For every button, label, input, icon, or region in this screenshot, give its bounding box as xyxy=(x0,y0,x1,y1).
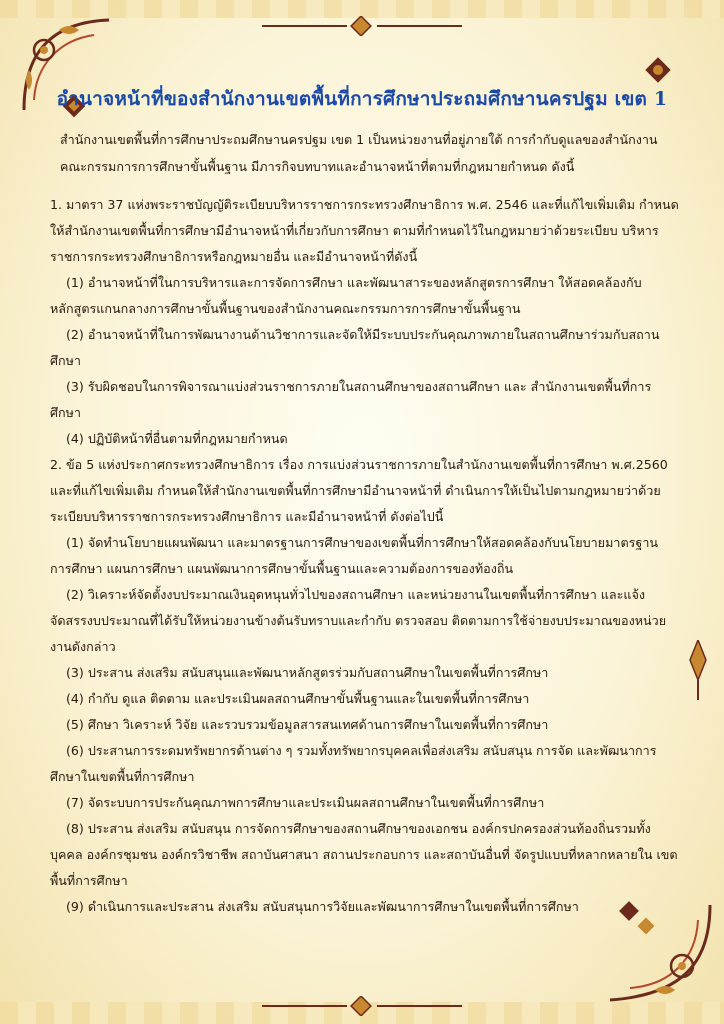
section-2-item: (1) จัดทำนโยบายแผนพัฒนา และมาตรฐานการศึกษาของเขตพื้นที่การศึกษาให้สอดคล้องกับนโยบายมาตรฐาน การศึกษา แผนการศึกษา แผนพัฒนาการศึกษาขั้นพื้นฐานและความต้องการของท้องถิ่น xyxy=(50,535,659,576)
document-body xyxy=(50,126,680,920)
section-1-item: (4) ปฏิบัติหน้าที่อื่นตามที่กฎหมายกำหนด xyxy=(66,431,288,446)
section-2-item: (4) กำกับ ดูแล ติดตาม และประเมินผลสถานศึกษาขั้นพื้นฐานและในเขตพื้นที่การศึกษา xyxy=(66,691,530,706)
section-1-heading: 1. มาตรา 37 แห่งพระราชบัญญัติระเบียบบริหารราชการกระทรวงศึกษาธิการ พ.ศ. 2546 และที่แก้ไขเพิ่มเติม กำหนดให้สำนักงานเขตพื้นที่การศึกษามีอำนาจหน้าที่เกี่ยวกับการศึกษา ตามที่กำหนดไว้ในกฎหมายว่าด้วยระเบียบ บริหารราชการกระทรวงศึกษาธิการหรือกฎหมายอื่น และมีอำนาจหน้าที่ดังนี้ xyxy=(50,197,679,264)
section-2-heading: 2. ข้อ 5 แห่งประกาศกระทรวงศึกษาธิการ เรื่อง การแบ่งส่วนราชการภายในสำนักงานเขตพื้นที่การศึกษา พ.ศ.2560 และที่แก้ไขเพิ่มเติม กำหนดให้สำนักงานเขตพื้นที่การศึกษามีอำนาจหน้าที่ ดำเนินการให้เป็นไปตามกฎหมายว่าด้วย ระเบียบบริหารราชการกระทรวงศึกษาธิการ และมีอำนาจหน้าที่ ดังต่อไปนี้ xyxy=(50,457,668,524)
flower-ornament-icon xyxy=(644,56,672,84)
section-2-item: (9) ดำเนินการและประสาน ส่งเสริม สนับสนุนการวิจัยและพัฒนาการศึกษาในเขตพื้นที่การศึกษา xyxy=(66,899,579,914)
bottom-divider-icon xyxy=(262,996,462,1016)
intro-paragraph: สำนักงานเขตพื้นที่การศึกษาประถมศึกษานครปฐม เขต 1 เป็นหน่วยงานที่อยู่ภายใต้ การกำกับดูแลของสำนักงาน คณะกรรมการการศึกษาขั้นพื้นฐาน มีภารกิจบทบาทและอำนาจหน้าที่ตามที่กฎหมายกำหนด ดังนี้ xyxy=(60,132,658,174)
side-ornament-icon xyxy=(688,640,708,700)
section-2-item: (2) วิเคราะห์จัดตั้งงบประมาณเงินอุดหนุนทั่วไปของสถานศึกษา และหน่วยงานในเขตพื้นที่การศึกษา และแจ้ง จัดสรรงบประมาณที่ได้รับให้หน่วยงานข้างต้นรับทราบและกำกับ ตรวจสอบ ติดตามการใช้จ่ายงบประมาณของหน่วย งานดังกล่าว xyxy=(50,587,667,654)
section-1-item: (3) รับผิดชอบในการพิจารณาแบ่งส่วนราชการภายในสถานศึกษาของสถานศึกษา และ สำนักงานเขตพื้นที่การศึกษา xyxy=(50,379,652,420)
page-title: อำนาจหน้าที่ของสำนักงานเขตพื้นที่การศึกษาประถมศึกษานครปฐม เขต 1 xyxy=(56,88,668,110)
section-1-item: (2) อำนาจหน้าที่ในการพัฒนางานด้านวิชาการและจัดให้มีระบบประกันคุณภาพภายในสถานศึกษาร่วมกับสถาน ศึกษา xyxy=(50,327,660,368)
section-2-item: (6) ประสานการระดมทรัพยากรด้านต่าง ๆ รวมทั้งทรัพยากรบุคคลเพื่อส่งเสริม สนับสนุน การจัด และพัฒนาการ ศึกษาในเขตพื้นที่การศึกษา xyxy=(50,743,657,784)
section-2-item: (7) จัดระบบการประกันคุณภาพการศึกษาและประเมินผลสถานศึกษาในเขตพื้นที่การศึกษา xyxy=(66,795,545,810)
section-2-item: (5) ศึกษา วิเคราะห์ วิจัย และรวบรวมข้อมูลสารสนเทศด้านการศึกษาในเขตพื้นที่การศึกษา xyxy=(66,717,549,732)
section-2-item: (3) ประสาน ส่งเสริม สนับสนุนและพัฒนาหลักสูตรร่วมกับสถานศึกษาในเขตพื้นที่การศึกษา xyxy=(66,665,549,680)
section-2-item: (8) ประสาน ส่งเสริม สนับสนุน การจัดการศึกษาของสถานศึกษาของเอกชน องค์กรปกครองส่วนท้องถิ่นรวมทั้ง บุคคล องค์กรชุมชน องค์กรวิชาชีพ สถาบันศาสนา สถานประกอบการ และสถาบันอื่นที่ จัดรูปแบบที่หลากหลายใน เขตพื้นที่การศึกษา xyxy=(50,821,678,888)
section-1-item: (1) อำนาจหน้าที่ในการบริหารและการจัดการศึกษา และพัฒนาสาระของหลักสูตรการศึกษา ให้สอดคล้องกับ หลักสูตรแกนกลางการศึกษาขั้นพื้นฐานของสำนักงานคณะกรรมการการศึกษาขั้นพื้นฐาน xyxy=(50,275,642,316)
top-divider-icon xyxy=(262,16,462,36)
